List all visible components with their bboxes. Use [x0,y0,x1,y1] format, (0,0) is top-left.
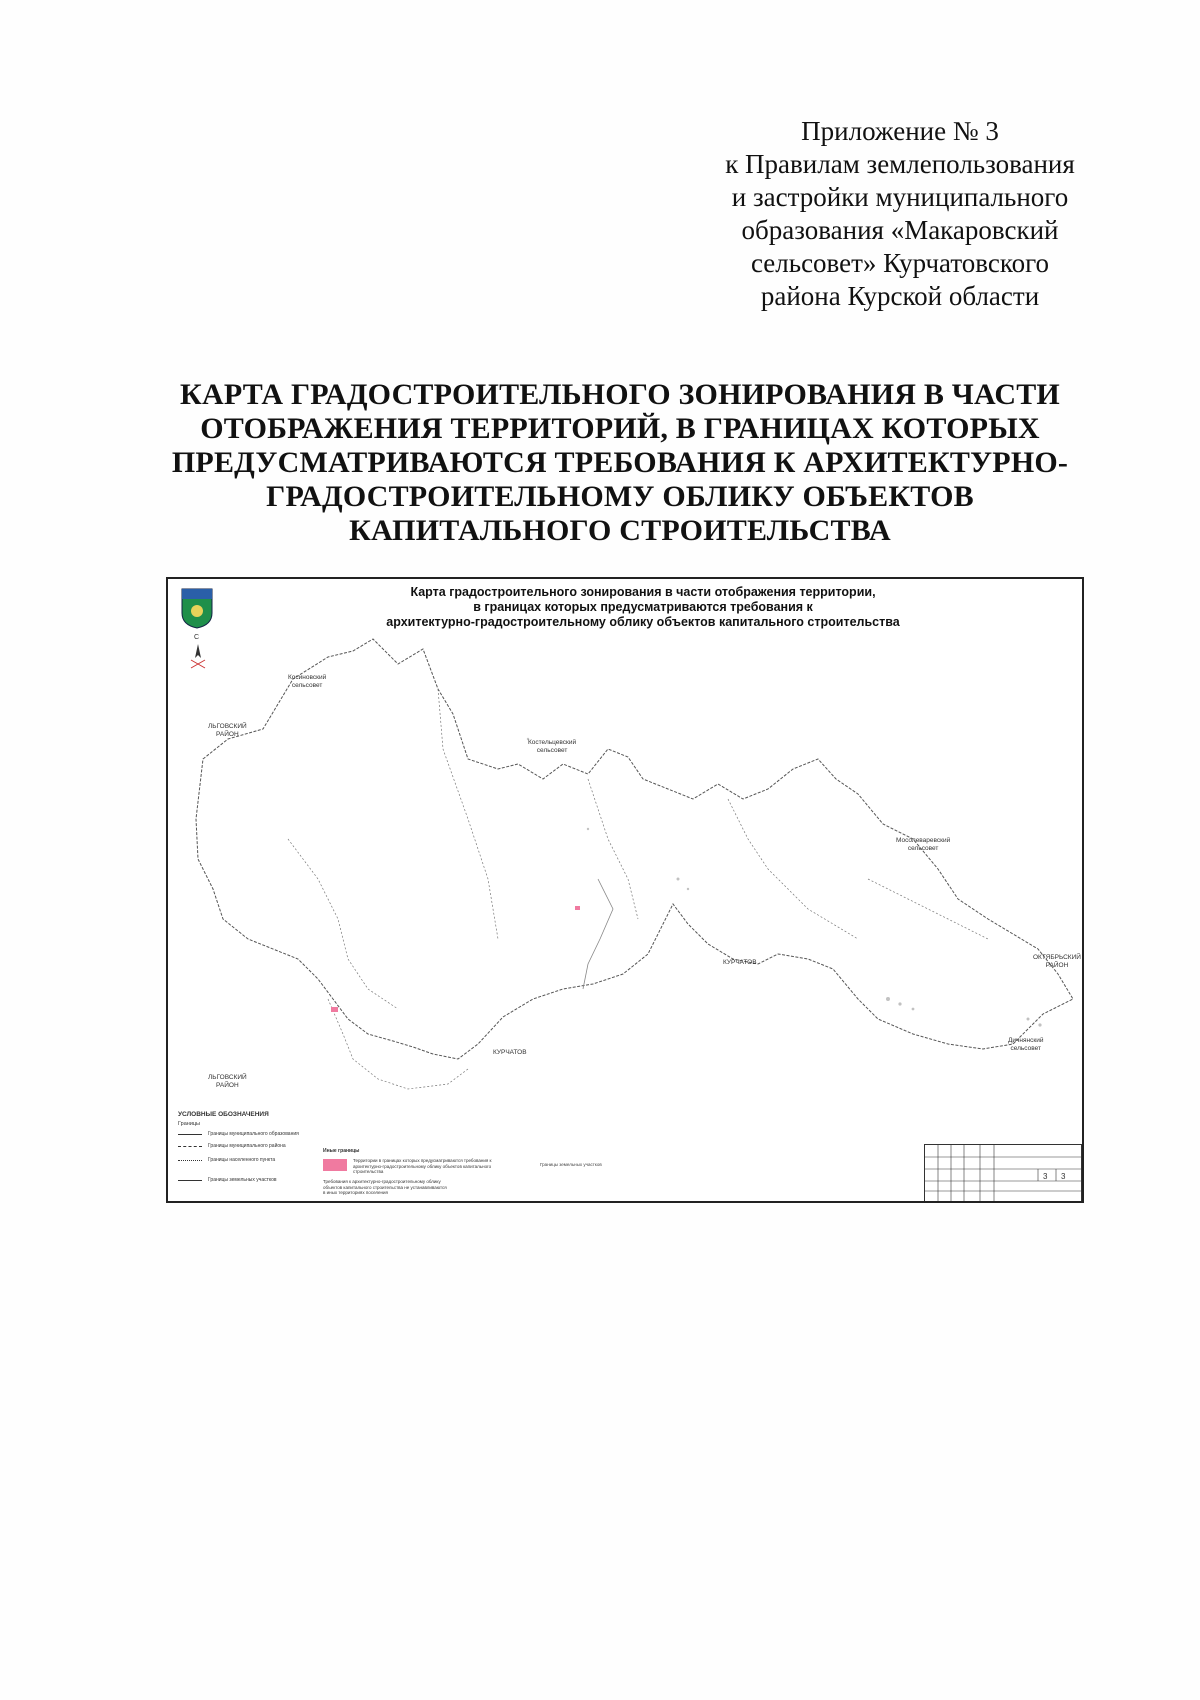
appendix-block [640,115,1160,313]
legend-item: Границы муниципального района [178,1143,286,1149]
legend-subtitle: Границы [178,1121,200,1127]
map-label: КУРЧАТОВ [723,959,757,966]
title-line: КАПИТАЛЬНОГО СТРОИТЕЛЬСТВА [349,514,891,547]
compass-letter: С [194,634,200,641]
legend-line-icon [178,1146,202,1147]
title-line: ПРЕДУСМАТРИВАЮТСЯ ТРЕБОВАНИЯ К АРХИТЕКТУРНО- [171,446,1069,479]
legend-title: УСЛОВНЫЕ ОБОЗНАЧЕНИЯ [178,1111,269,1118]
zone-marker [575,906,580,910]
appendix-line: Приложение № 3 [801,116,999,146]
north-arrow-icon [188,634,208,672]
map-legend [178,1111,598,1196]
title-line: ОТОБРАЖЕНИЯ ТЕРРИТОРИЙ, В ГРАНИЦАХ КОТОРЫХ [200,412,1040,445]
sheet-count: 3 [1061,1172,1066,1181]
map-drawing [168,579,1084,1203]
settlement-clusters [527,738,1042,1027]
map-label: Мосолеваревский сельсовет [896,837,951,852]
appendix-line: и застройки муниципального [731,182,1069,212]
inner-boundary [328,999,468,1089]
map-label: ЛЬГОВСКИЙ РАЙОН [208,723,247,738]
appendix-line: образования «Макаровский [741,215,1059,245]
legend-line-icon [178,1134,202,1135]
title-block [924,1144,1082,1202]
map-label: ЛЬГОВСКИЙ РАЙОН [208,1074,247,1089]
map-title [318,585,968,630]
map-label: Дичнянский сельсовет [1008,1037,1044,1052]
map-label: ОКТЯБРЬСКИЙ РАЙОН [1033,954,1081,969]
title-line: КАРТА ГРАДОСТРОИТЕЛЬНОГО ЗОНИРОВАНИЯ В ЧАСТИ [180,378,1060,411]
appendix-line: к Правилам землепользования [725,149,1075,179]
zone-swatch [323,1159,347,1171]
appendix-line: района Курской области [760,281,1040,311]
legend-zone-text: Территории в границах которых предусматриваются требования к архитектурно-градостроительному облику объектов капитального строительства [353,1158,492,1174]
inner-boundary [288,839,398,1009]
title-line: ГРАДОСТРОИТЕЛЬНОМУ ОБЛИКУ ОБЪЕКТОВ [266,480,974,513]
coat-of-arms-icon [180,587,214,629]
map-label: Костельцевский сельсовет [528,739,577,754]
legend-item: Границы муниципального образования [178,1131,299,1137]
appendix-line: сельсовет» Курчатовского [750,248,1050,278]
map-label: Косиновский сельсовет [288,674,327,689]
inner-boundary [438,689,498,939]
legend-zone-title: Иные границы [323,1148,360,1154]
legend-line-icon [178,1180,202,1181]
legend-note: Требования к архитектурно-градостроительному облику объектов капитального строительства не устанавливаются в иных территориях поселения [323,1179,447,1195]
inner-boundary [588,779,638,919]
zone-marker [331,1007,338,1012]
map-note: Границы земельных участков [540,1162,602,1167]
map-title-line: архитектурно-градостроительному облику объектов капитального строительства [386,615,900,629]
map-title-line: Карта градостроительного зонирования в части отображения территории, [410,585,876,599]
legend-line-icon [178,1160,202,1161]
sheet-number: 3 [1043,1172,1048,1181]
map-label: КУРЧАТОВ [493,1049,527,1056]
document-title [120,378,1120,548]
legend-item: Границы населенного пункта [178,1157,275,1163]
zoning-map [166,577,1084,1203]
river-line [583,879,613,989]
legend-item: Границы земельных участков [178,1177,277,1183]
inner-boundary [728,799,858,939]
map-title-line: в границах которых предусматриваются требования к [473,600,813,614]
inner-boundary [868,879,988,939]
